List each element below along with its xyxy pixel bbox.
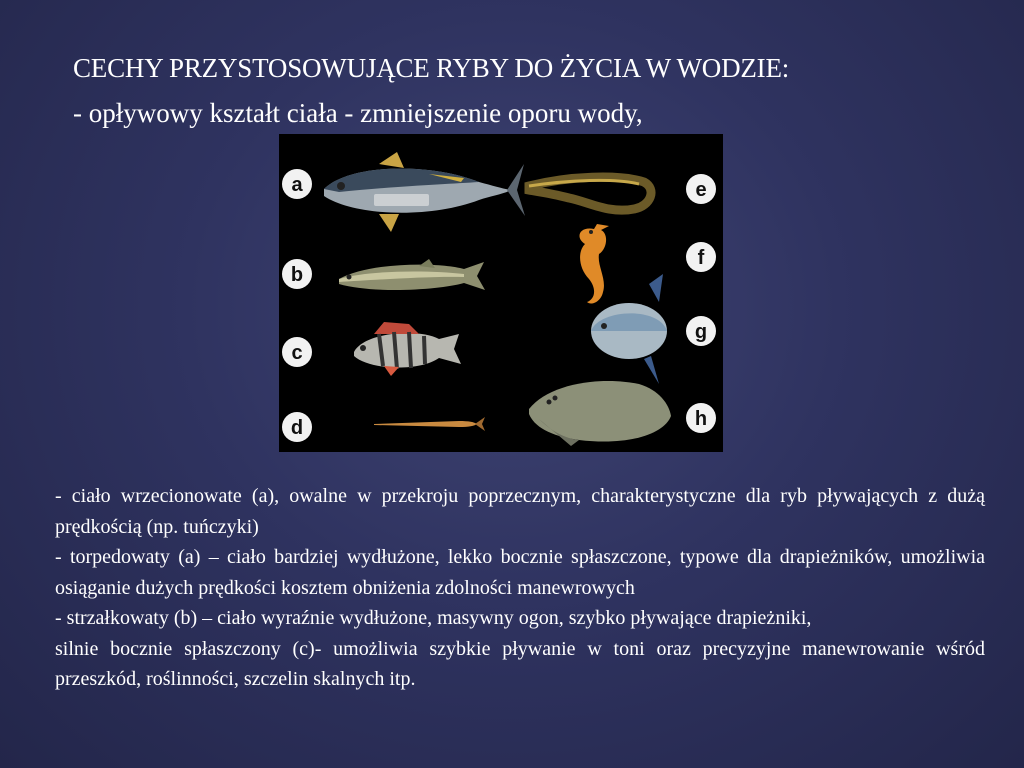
needlefish-icon	[374, 417, 485, 431]
label-a-text: a	[291, 174, 303, 196]
paragraph-arrow: - strzałkowaty (b) – ciało wyraźnie wydłużone, masywny ogon, szybko pływające drapieżniki,	[55, 607, 812, 629]
label-b	[282, 259, 312, 289]
label-g-text: g	[694, 321, 708, 343]
label-f-text: f	[697, 247, 705, 269]
label-g	[686, 316, 716, 346]
label-e	[686, 174, 716, 204]
body-text	[55, 481, 985, 695]
paragraph-fusiform: - ciało wrzecionowate (a), owalne w przekroju poprzecznym, charakterystyczne dla ryb pływających z dużą prędkością (np. tuńczyki)	[55, 485, 985, 538]
label-c	[282, 337, 312, 367]
label-f	[686, 242, 716, 272]
label-h	[686, 403, 716, 433]
slide-subtitle: - opływowy kształt ciała - zmniejszenie oporu wody,	[73, 98, 643, 128]
perch-icon	[354, 322, 461, 376]
label-h-text: h	[694, 408, 708, 430]
eel-icon	[529, 177, 651, 210]
tuna-icon	[324, 152, 525, 232]
label-d	[282, 412, 312, 442]
pike-icon	[339, 259, 485, 290]
paragraph-compressed: silnie bocznie spłaszczony (c)- umożliwia szybkie pływanie w toni oraz precyzyjne manewrowanie wśród przeszkód, roślinności, szczelin skalnych itp.	[55, 637, 985, 690]
label-a	[282, 169, 312, 199]
label-e-text: e	[695, 179, 707, 201]
seahorse-icon	[579, 224, 609, 304]
label-c-text: c	[291, 342, 303, 364]
label-b-text: b	[290, 264, 304, 286]
fish-shapes-figure	[279, 134, 723, 452]
slide-title: CECHY PRZYSTOSOWUJĄCE RYBY DO ŻYCIA W WODZIE:	[73, 53, 790, 83]
flounder-icon	[529, 381, 671, 446]
paragraph-torpedo: - torpedowaty (a) – ciało bardziej wydłużone, lekko bocznie spłaszczone, typowe dla drapieżników, umożliwia osiąganie dużych prędkości kosztem obniżenia zdolności manewrowych	[55, 546, 985, 599]
label-d-text: d	[290, 417, 304, 439]
